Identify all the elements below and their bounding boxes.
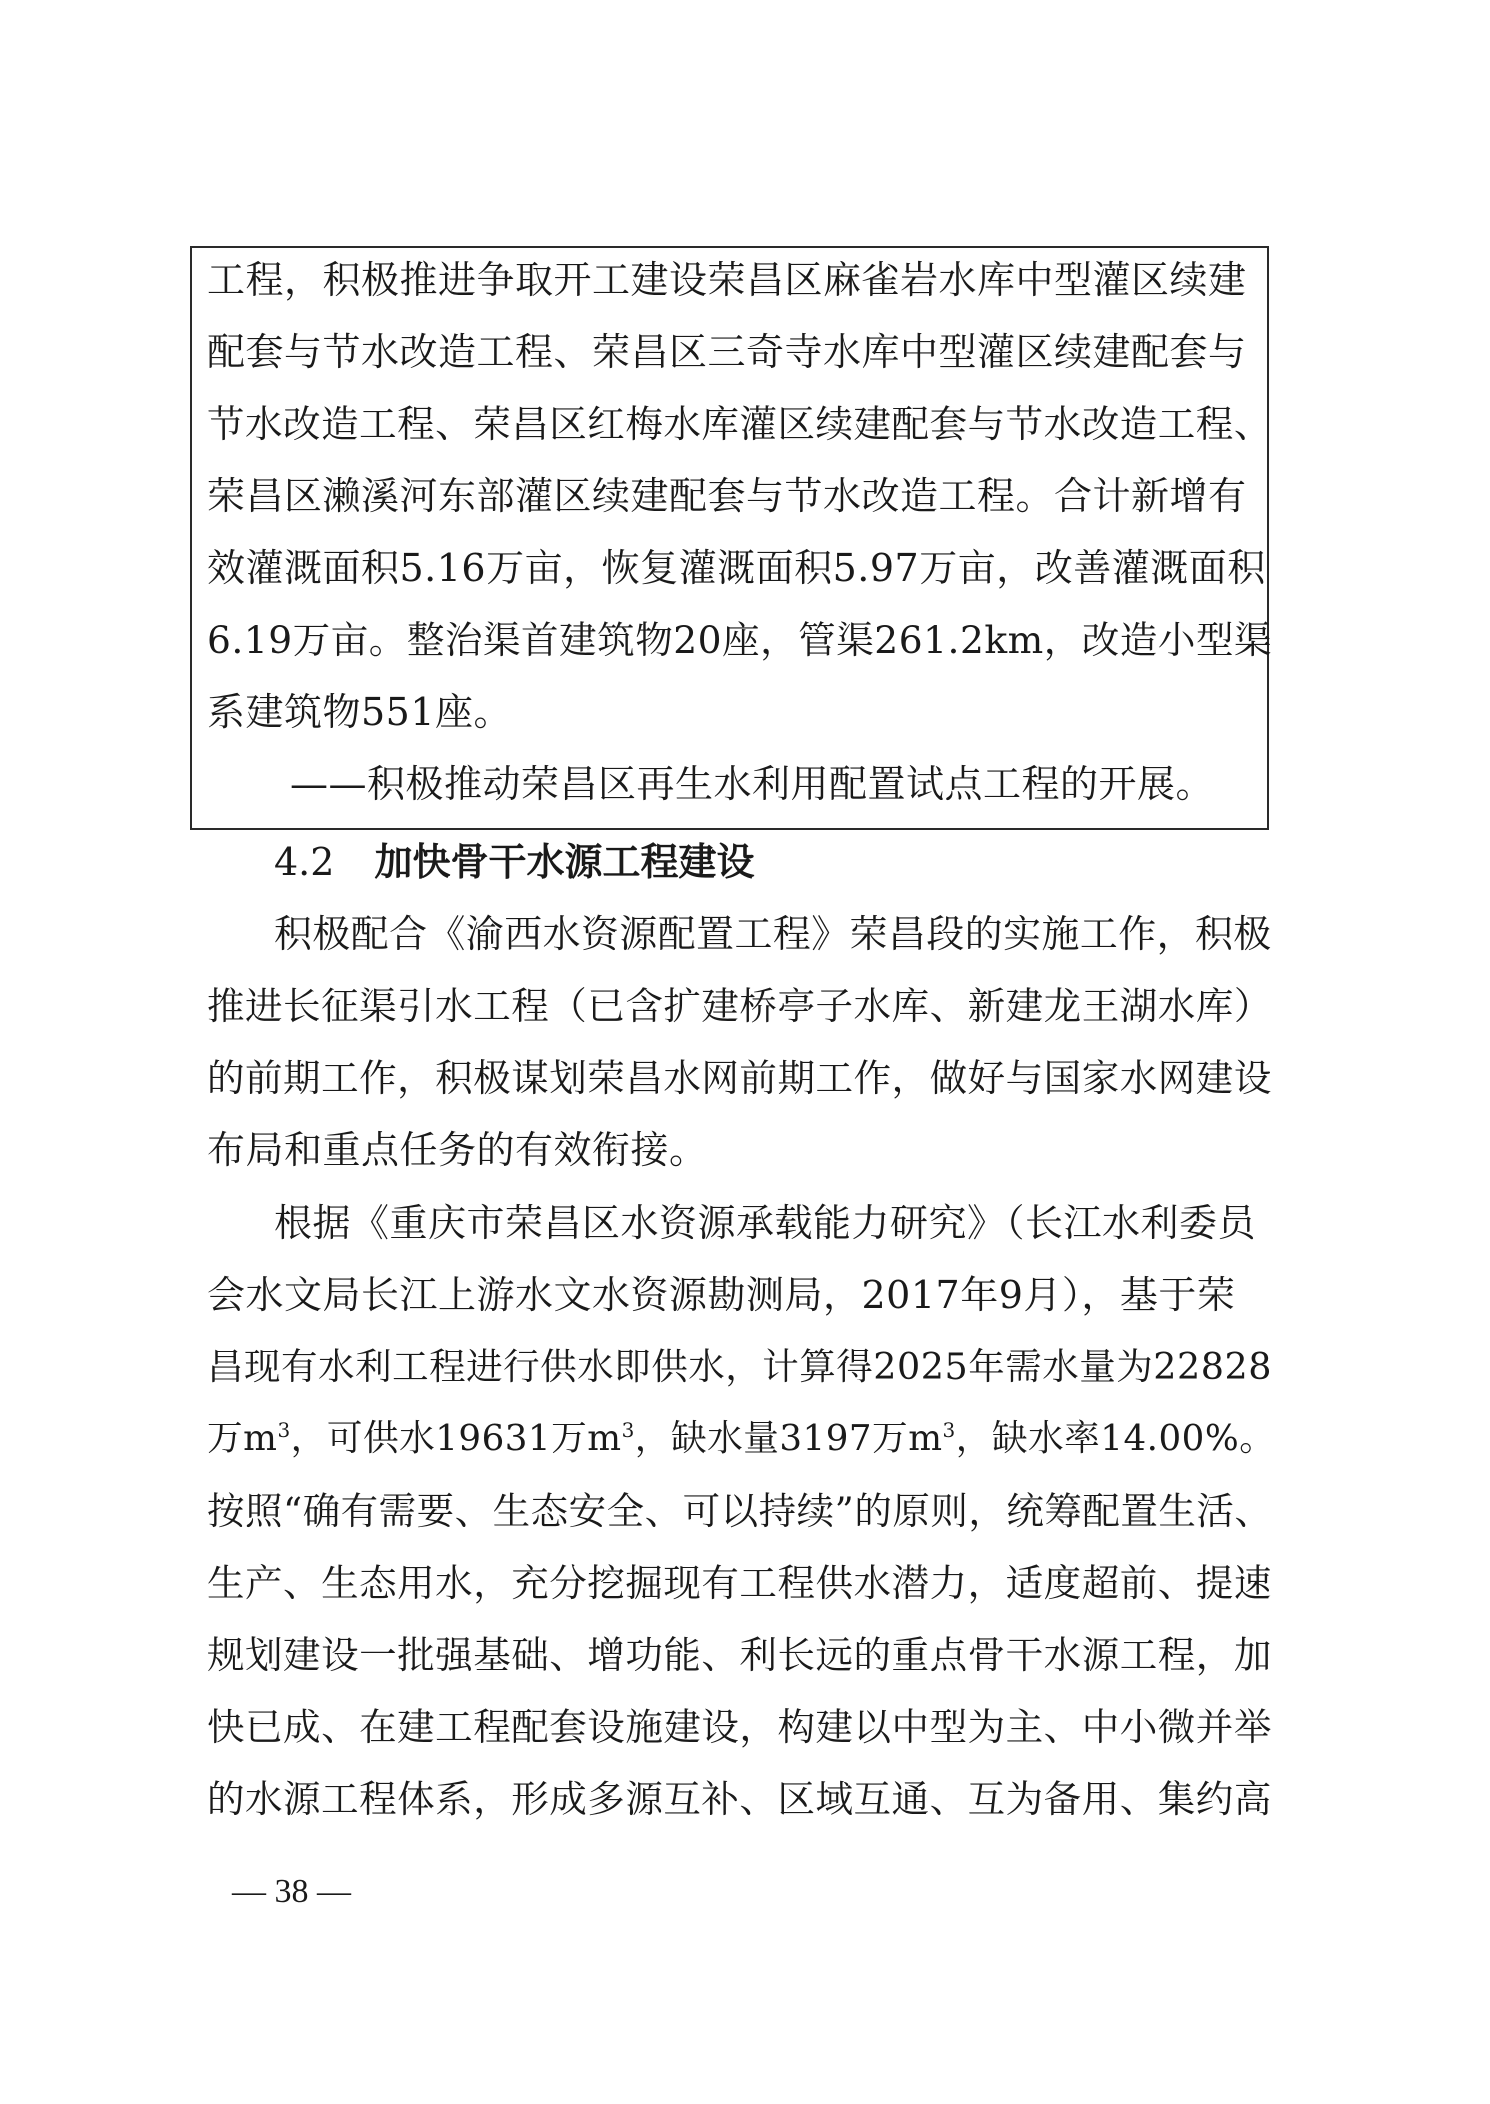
superscript: 3 bbox=[942, 1418, 956, 1443]
box-line-8: ——积极推动荣昌区再生水利用配置试点工程的开展。 bbox=[290, 762, 1215, 806]
box-line-5: 效灌溉面积5.16万亩，恢复灌溉面积5.97万亩，改善灌溉面积 bbox=[207, 546, 1266, 590]
para2-line-3: 昌现有水利工程进行供水即供水，计算得2025年需水量为22828 bbox=[207, 1345, 1272, 1388]
para2-line-6: 生产、生态用水，充分挖掘现有工程供水潜力，适度超前、提速 bbox=[207, 1561, 1272, 1605]
para1-line-4: 布局和重点任务的有效衔接。 bbox=[207, 1128, 708, 1172]
para2-line-8: 快已成、在建工程配套设施建设，构建以中型为主、中小微并举 bbox=[207, 1705, 1272, 1749]
box-line-6: 6.19万亩。整治渠首建筑物20座，管渠261.2km，改造小型渠 bbox=[207, 618, 1273, 662]
text-span: ，缺水率14.00%。 bbox=[955, 1418, 1276, 1459]
para2-line-1: 根据《重庆市荣昌区水资源承载能力研究》（长江水利委员 bbox=[274, 1201, 1257, 1245]
box-line-4: 荣昌区濑溪河东部灌区续建配套与节水改造工程。合计新增有 bbox=[207, 474, 1247, 518]
para1-line-1: 积极配合《渝西水资源配置工程》荣昌段的实施工作，积极 bbox=[274, 912, 1272, 956]
box-line-2: 配套与节水改造工程、荣昌区三奇寺水库中型灌区续建配套与 bbox=[207, 330, 1247, 374]
text-span: 万m bbox=[207, 1418, 278, 1459]
para2-line-4 bbox=[207, 1417, 1275, 1461]
box-line-7: 系建筑物551座。 bbox=[207, 690, 513, 734]
text-span: ，可供水19631万m bbox=[290, 1418, 622, 1459]
para2-line-5: 按照“确有需要、生态安全、可以持续”的原则，统筹配置生活、 bbox=[207, 1489, 1273, 1533]
para2-line-2: 会水文局长江上游水文水资源勘测局，2017年9月），基于荣 bbox=[207, 1273, 1236, 1317]
para2-line-9: 的水源工程体系，形成多源互补、区域互通、互为备用、集约高 bbox=[207, 1777, 1272, 1821]
text-span: ，缺水量3197万m bbox=[634, 1418, 943, 1459]
para1-line-3: 的前期工作，积极谋划荣昌水网前期工作，做好与国家水网建设 bbox=[207, 1056, 1272, 1100]
section-heading bbox=[274, 840, 754, 884]
section-title: 加快骨干水源工程建设 bbox=[374, 840, 755, 884]
box-line-1: 工程，积极推进争取开工建设荣昌区麻雀岩水库中型灌区续建 bbox=[207, 258, 1247, 302]
superscript: 3 bbox=[277, 1418, 291, 1443]
box-line-3: 节水改造工程、荣昌区红梅水库灌区续建配套与节水改造工程、 bbox=[207, 402, 1272, 446]
para2-line-7: 规划建设一批强基础、增功能、利长远的重点骨干水源工程，加 bbox=[207, 1633, 1272, 1677]
superscript: 3 bbox=[621, 1418, 635, 1443]
page-number: — 38 — bbox=[232, 1873, 351, 1910]
para1-line-2: 推进长征渠引水工程（已含扩建桥亭子水库、新建龙王湖水库） bbox=[207, 984, 1272, 1028]
section-number: 4.2 bbox=[274, 840, 335, 884]
